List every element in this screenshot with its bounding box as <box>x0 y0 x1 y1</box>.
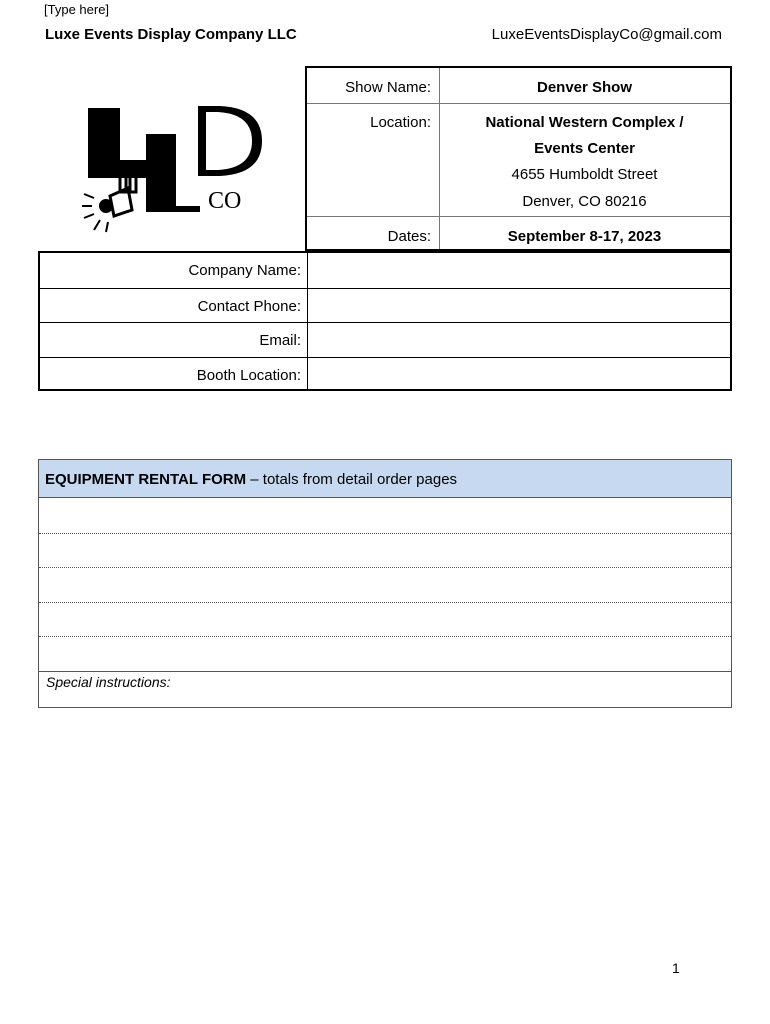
logo-co-text: CO <box>208 188 242 214</box>
page-number: 1 <box>672 960 680 976</box>
location-line-3: 4655 Humboldt Street <box>511 166 658 183</box>
show-name-label: Show Name: <box>345 79 431 96</box>
equipment-line-4-input[interactable] <box>39 603 731 637</box>
equipment-form-subtitle: – totals from detail order pages <box>246 471 458 488</box>
lep-logo-mark <box>80 104 270 240</box>
equipment-form-header <box>39 460 731 498</box>
location-label: Location: <box>370 114 431 131</box>
equipment-line-2[interactable] <box>39 533 731 568</box>
equipment-line-1-input[interactable] <box>39 498 731 532</box>
location-line-2: Events Center <box>534 140 635 157</box>
equipment-line-5[interactable] <box>39 636 731 671</box>
company-email: LuxeEventsDisplayCo@gmail.com <box>491 26 722 43</box>
show-name-value: Denver Show <box>536 79 633 96</box>
equipment-form-title: EQUIPMENT RENTAL FORM <box>45 471 247 488</box>
header-placeholder[interactable]: [Type here] <box>44 2 110 17</box>
equipment-line-3[interactable] <box>39 567 731 602</box>
spotlight-icon <box>82 170 136 232</box>
company-name-label: Company Name: <box>188 262 301 279</box>
dates-label: Dates: <box>387 228 431 245</box>
equipment-line-1[interactable] <box>39 498 731 532</box>
location-line-1: National Western Complex / <box>485 114 684 131</box>
equipment-rental-form <box>38 459 732 708</box>
location-line-4: Denver, CO 80216 <box>522 193 647 210</box>
contact-phone-label: Contact Phone: <box>197 297 301 315</box>
special-instructions-label: Special instructions: <box>46 674 171 690</box>
booth-location-label: Booth Location: <box>196 366 301 384</box>
email-label: Email: <box>259 332 301 349</box>
email-input[interactable] <box>307 323 730 358</box>
equipment-line-5-input[interactable] <box>39 637 731 671</box>
email-field[interactable] <box>307 323 730 358</box>
equipment-line-3-input[interactable] <box>39 568 731 602</box>
exhibitor-info-table <box>38 251 732 391</box>
dates-value: September 8-17, 2023 <box>507 228 662 245</box>
show-info-table <box>305 66 732 251</box>
booth-location-input[interactable] <box>307 358 730 393</box>
company-name-input[interactable] <box>307 253 730 288</box>
company-name-heading: Luxe Events Display Company LLC <box>45 26 297 43</box>
contact-phone-field[interactable] <box>307 289 730 324</box>
company-name-field[interactable] <box>307 253 730 288</box>
equipment-line-2-input[interactable] <box>39 534 731 568</box>
booth-location-field[interactable] <box>307 358 730 393</box>
equipment-line-4[interactable] <box>39 602 731 637</box>
contact-phone-input[interactable] <box>307 289 730 324</box>
company-logo <box>80 104 270 240</box>
